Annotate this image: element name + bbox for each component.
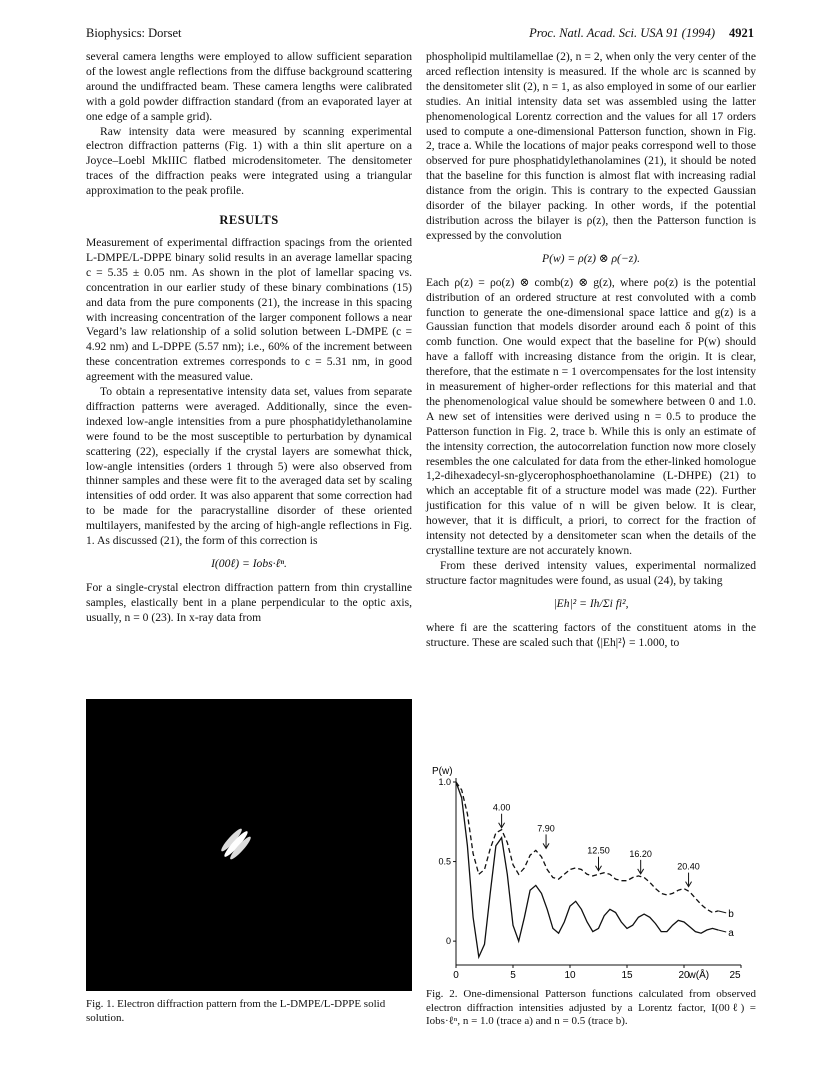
journal-name: Proc. Natl. Acad. Sci. USA 91 (1994) xyxy=(529,26,715,40)
section-heading-results: RESULTS xyxy=(219,213,279,228)
x-tick-label: 5 xyxy=(510,970,516,981)
peak-label: 16.20 xyxy=(629,848,652,859)
x-tick-label: 0 xyxy=(453,970,459,981)
x-tick-label: 15 xyxy=(621,970,633,981)
journal-citation xyxy=(529,26,754,41)
trace-label-a: a xyxy=(728,927,734,939)
trace-label-b: b xyxy=(728,908,734,920)
peak-label: 4.00 xyxy=(492,802,511,813)
diffraction-pattern-image xyxy=(86,699,412,991)
figure-2-caption: Fig. 2. One-dimensional Patterson functions calculated from observed electron diffraction intensities adjusted by a Lorentz factor, I(00ℓ) = Iobs·ℓⁿ, n = 1.0 (trace a) and n = 0.5 (trace b). xyxy=(426,988,756,1027)
right-paragraph-3: From these derived intensity values, experimental normalized structure factor magnitudes were found, as usual (24), by taking xyxy=(426,558,756,587)
figure-1-caption: Fig. 1. Electron diffraction pattern from the L-DMPE/L-DPPE solid solution. xyxy=(86,998,386,1024)
right-column xyxy=(426,50,756,650)
results-paragraph-2: To obtain a representative intensity data set, values from separate diffraction patterns were averaged. Additionally, since the even-indexed low-angle intensities from a pure phosphatidylethanolamine were found to be the most susceptible to perturbation by dynamical scattering (22), especially if the crystal layers are somewhat thick, low-angle intensities (orders 1 through 5) were also observed from thinner samples and these were fit to the averaged data set by scaling intensities of odd order. It was also apparent that some correction had to be made for the paracrystalline disorder of these oriented multilayers, manifested by the arcing of high-angle reflections in Fig. 1. As discussed (21), the form of this correction is xyxy=(86,385,412,548)
x-axis-title: w(Å) xyxy=(688,970,710,981)
right-paragraph-2: Each ρ(z) = ρo(z) ⊗ comb(z) ⊗ g(z), where ρo(z) is the potential distribution of an ordered structure at rest convoluted with a comb function to generate the one-dimensional space lattice and g(z) is a Gaussian function that models disorder around each δ point of this comb function. One would expect that the baseline for P(w) should have a falloff with increasing distance from the origin. It is clear, therefore, that the estimate n = 1 overcompensates for the lost intensity in measurement of higher-order reflections for this material and that the phenomenological value should be somewhere between 0 and 1.0. A new set of intensities were derived using n = 0.5 to produce the Patterson function in Fig. 2, trace b. While this is only an estimate of the intensity correction, the autocorrelation function now more closely resembles the one calculated for data from the ether-linked homologue 1,2-dihexadecyl-sn-glycerophosphoethanolamine (L-DHPE) (21) to which an acceptable fit of a structure model was made (22). Further justification for this value of n will be given below. It is clear, however, that it is difficult, a priori, to correct for the fraction of intensity not detected by a densitometer scan when the details of the crystalline texture are not accurately known. xyxy=(426,275,756,557)
equation-lorentz-correction: I(00ℓ) = Iobs·ℓⁿ. xyxy=(211,557,287,570)
running-header: Biophysics: Dorset xyxy=(86,26,182,40)
equation-patterson: P(w) = ρ(z) ⊗ ρ(−z). xyxy=(542,251,640,265)
equation-normalized-structure-factor: |Eh|² = Ih/Σi fi², xyxy=(553,596,629,610)
trace-leader-b xyxy=(718,911,726,913)
right-paragraph-4: where fi are the scattering factors of the constituent atoms in the structure. These are scaled such that ⟨|Eh|²⟩ = 1.000, to xyxy=(426,620,756,649)
methods-paragraph-1: several camera lengths were employed to allow sufficient separation of the lowest angle reflections from the diffuse background scattering around the undiffracted beam. These camera lengths were calibrated with a gold powder diffraction standard (from an evaporated layer at one edge of a sample grid). xyxy=(86,50,412,123)
results-paragraph-3: For a single-crystal electron diffraction pattern from thin crystalline samples, elastically bent in a plane perpendicular to the optic axis, usually, n = 0 (23). In x-ray data from xyxy=(86,580,412,624)
y-tick-label: 0.5 xyxy=(438,856,451,867)
peak-label: 20.40 xyxy=(677,861,700,872)
left-column xyxy=(86,50,412,626)
patterson-chart xyxy=(426,760,756,982)
x-tick-label: 20 xyxy=(678,970,690,981)
x-tick-label: 25 xyxy=(729,970,741,981)
right-paragraph-1: phospholipid multilamellae (2), n = 2, when only the very center of the arced reflection intensity is measured. If the whole arc is scanned by the densitometer slit (2), n = 1, as also employed in some of our earlier studies. An initial intensity data set was assembled using the latter phenomenological Lorentz correction and the values for all 17 orders used to compute a one-dimensional Patterson function, shown in Fig. 2, trace a. While the locations of major peaks correspond well to those observed for pure phosphatidylethanolamines (21), it should be noted that the baseline for this function is almost flat with increasing radial distance from the origin. This is contrary to the expected Gaussian disorder of the bilayer packing. In other words, if the potential distribution across the bilayer is ρ(z), then the Patterson function is expressed by the convolution xyxy=(426,50,756,242)
trace-leader-a xyxy=(718,930,726,932)
peak-label: 7.90 xyxy=(537,823,555,834)
y-tick-label: 1.0 xyxy=(438,777,451,787)
results-paragraph-1: Measurement of experimental diffraction spacings from the oriented L-DMPE/L-DPPE binary solid results in an average lamellar spacing c = 5.35 ± 0.05 nm. As shown in the plot of lamellar spacing vs. concentration in our earlier study of these binary combinations (15) and data from the pure components (21), the increase in this spacing with increasing concentration of the larger component follows a near Vegard’s law relationship of a solid solution between L-DMPE (c = 4.92 nm) and L-DPPE (5.57 nm); i.e., 60% of the increment between these concentration extremes corresponds to c = 5.31 nm, in good agreement with the measured value. xyxy=(86,235,412,384)
y-tick-label: 0 xyxy=(445,936,451,947)
methods-paragraph-2: Raw intensity data were measured by scanning experimental electron diffraction patterns (Fig. 1) with a thin slit aperture on a Joyce–Loebl MkIIIC flatbed microdensitometer. The densitometer traces of the diffraction peaks were integrated using a triangular approximation to the peak profile. xyxy=(86,124,412,198)
x-tick-label: 10 xyxy=(564,970,576,981)
page-number: 4921 xyxy=(729,26,754,40)
diffraction-pattern-graphic xyxy=(86,699,412,991)
y-axis-title: P(w) xyxy=(432,766,453,777)
peak-label: 12.50 xyxy=(587,845,610,856)
figure-2-chart xyxy=(426,760,756,982)
